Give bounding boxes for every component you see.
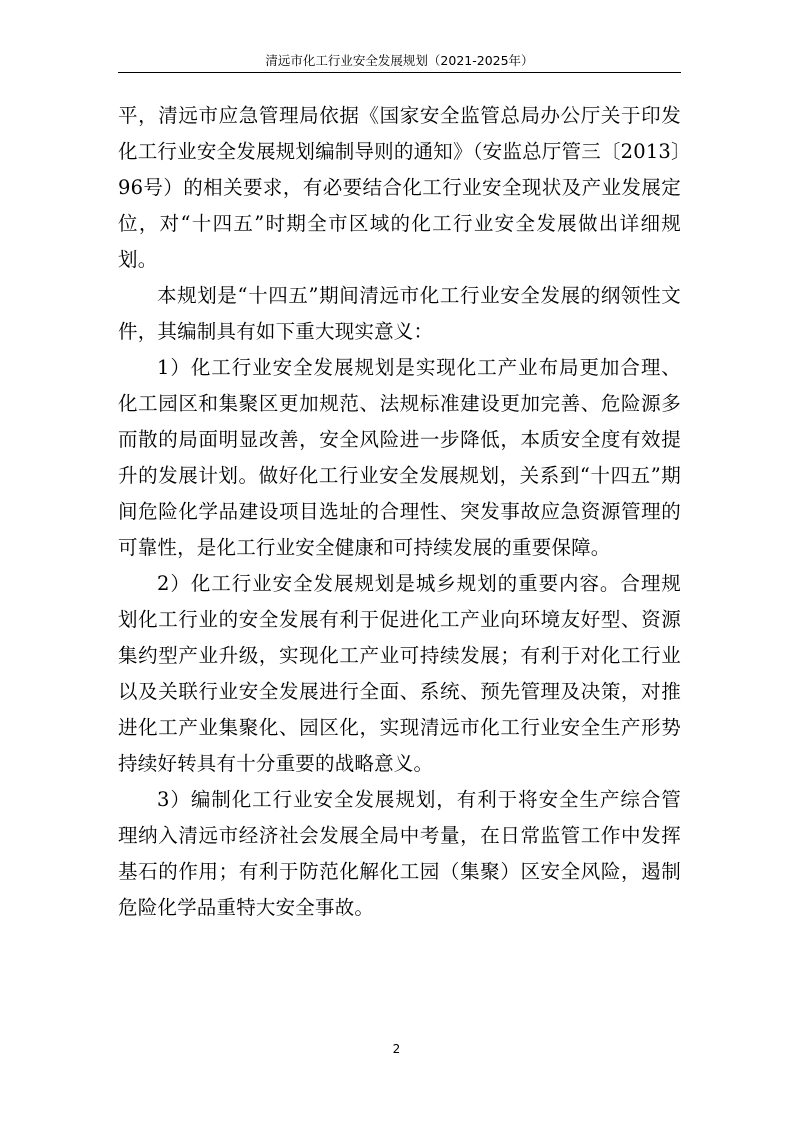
paragraph-continuation: 平，清远市应急管理局依据《国家安全监管总局办公厅关于印发化工行业安全发展规划编制导则的通知》（安监总厅管三〔2013〕96号）的相关要求，有必要结合化工行业安全现状及产业发展定位，对“十四五”时期全市区域的化工行业安全发展做出详细规划。 — [118, 104, 681, 271]
paragraph-significance-intro: 本规划是“十四五”期间清远市化工行业安全发展的纲领性文件，其编制具有如下重大现实意义： — [118, 284, 681, 343]
document-body — [118, 98, 681, 926]
header-title: 清远市化工行业安全发展规划（2021-2025年） — [265, 53, 534, 68]
paragraph-point-3: 3）编制化工行业安全发展规划，有利于将安全生产综合管理纳入清远市经济社会发展全局中考量，在日常监管工作中发挥基石的作用；有利于防范化解化工园（集聚）区安全风险，遏制危险化学品重特大安全事故。 — [118, 788, 681, 919]
paragraph-point-2: 2）化工行业安全发展规划是城乡规划的重要内容。合理规划化工行业的安全发展有利于促进化工产业向环境友好型、资源集约型产业升级，实现化工产业可持续发展；有利于对化工行业以及关联行业安全发展进行全面、系统、预先管理及决策，对推进化工产业集聚化、园区化，实现清远市化工行业安全生产形势持续好转具有十分重要的战略意义。 — [118, 572, 681, 775]
page-header — [118, 0, 681, 74]
paragraph-point-1: 1）化工行业安全发展规划是实现化工产业布局更加合理、化工园区和集聚区更加规范、法规标准建设更加完善、危险源多而散的局面明显改善，安全风险进一步降低，本质安全度有效提升的发展计划。做好化工行业安全发展规划，关系到“十四五”期间危险化学品建设项目选址的合理性、突发事故应急资源管理的可靠性，是化工行业安全健康和可持续发展的重要保障。 — [118, 356, 681, 559]
page-number: 2 — [392, 1042, 401, 1056]
header-rule — [118, 72, 681, 73]
